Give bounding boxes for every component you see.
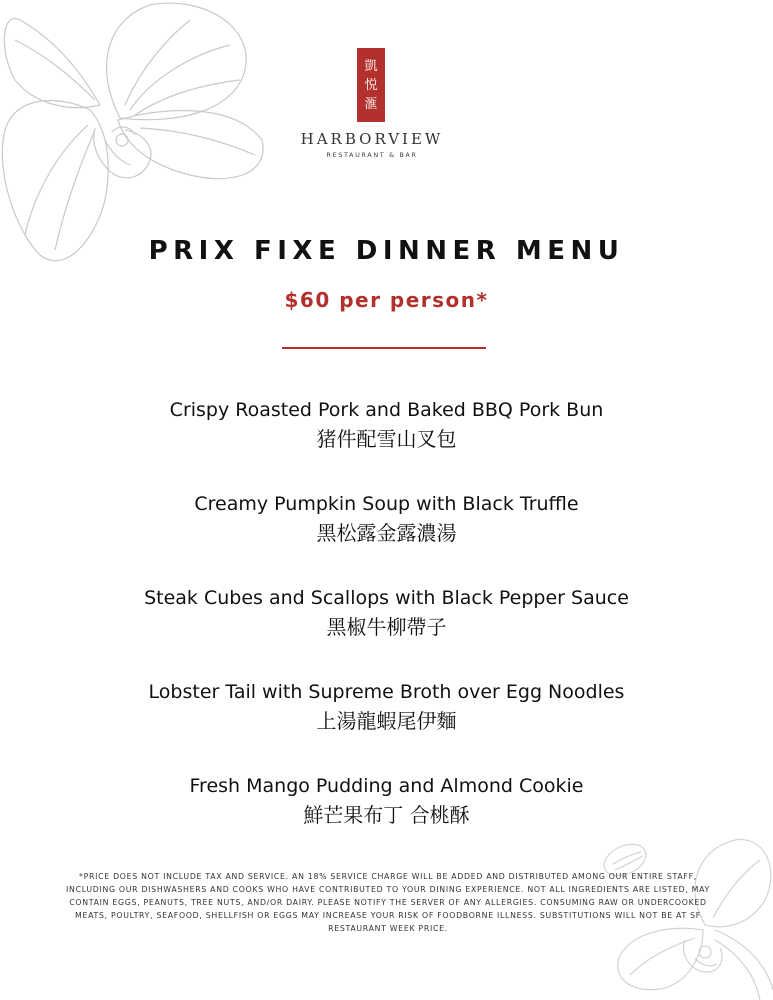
course-item bbox=[0, 490, 773, 584]
course-english-name: Fresh Mango Pudding and Almond Cookie bbox=[189, 775, 584, 797]
title-divider bbox=[282, 347, 486, 349]
course-english-name: Lobster Tail with Supreme Broth over Egg Noodles bbox=[148, 681, 625, 703]
course-english-name: Crispy Roasted Pork and Baked BBQ Pork Bun bbox=[169, 399, 604, 421]
brand-subtitle: RESTAURANT & BAR bbox=[326, 151, 418, 159]
pricing-footnote: *PRICE DOES NOT INCLUDE TAX AND SERVICE. AN 18% SERVICE CHARGE WILL BE ADDED AND DISTRIBUTED AMONG OUR ENTIRE STAFF, INCLUDING OUR DISHWASHERS AND COOKS WHO HAVE CONTRIBUTED TO YOUR DINING EXPERIENCE. NOT ALL INGREDIENTS ARE LISTED, MAY CONTAIN EGGS, PEANUTS, TREE NUTS, AND/OR DAIRY. PLEASE NOTIFY THE SERVER OF ANY ALLERGIES. CONSUMING RAW OR UNDERCOOKED MEATS, POULTRY, SEAFOOD, SHELLFISH OR EGGS MAY INCREASE YOUR RISK OF FOODBORNE ILLNESS. SUBSTITUTIONS WILL NOT BE AT SF RESTAURANT WEEK PRICE. bbox=[66, 872, 710, 933]
course-chinese-name: 鮮芒果布丁 合桃酥 bbox=[303, 803, 470, 827]
logo-seal-char: 悦 bbox=[364, 77, 378, 93]
course-item bbox=[0, 584, 773, 678]
course-chinese-name: 黑松露金露濃湯 bbox=[316, 521, 457, 545]
logo-seal-char: 凱 bbox=[364, 58, 378, 74]
course-chinese-name: 上湯龍蝦尾伊麵 bbox=[316, 709, 457, 733]
menu-price: $60 per person* bbox=[284, 288, 489, 312]
course-english-name: Creamy Pumpkin Soup with Black Truffle bbox=[194, 493, 579, 515]
course-chinese-name: 黑椒牛柳帶子 bbox=[326, 615, 447, 639]
course-item bbox=[0, 772, 773, 866]
brand-name: HARBORVIEW bbox=[300, 130, 444, 148]
menu-title: PRIX FIXE DINNER MENU bbox=[148, 236, 625, 266]
course-chinese-name: 猪件配雪山叉包 bbox=[316, 427, 457, 451]
logo-seal bbox=[357, 48, 385, 122]
course-list bbox=[0, 396, 773, 866]
course-item bbox=[0, 396, 773, 490]
course-item bbox=[0, 678, 773, 772]
course-english-name: Steak Cubes and Scallops with Black Pepper Sauce bbox=[144, 587, 629, 609]
orchid-illustration-top-left bbox=[0, 0, 270, 275]
logo-seal-char: 滙 bbox=[364, 96, 378, 112]
